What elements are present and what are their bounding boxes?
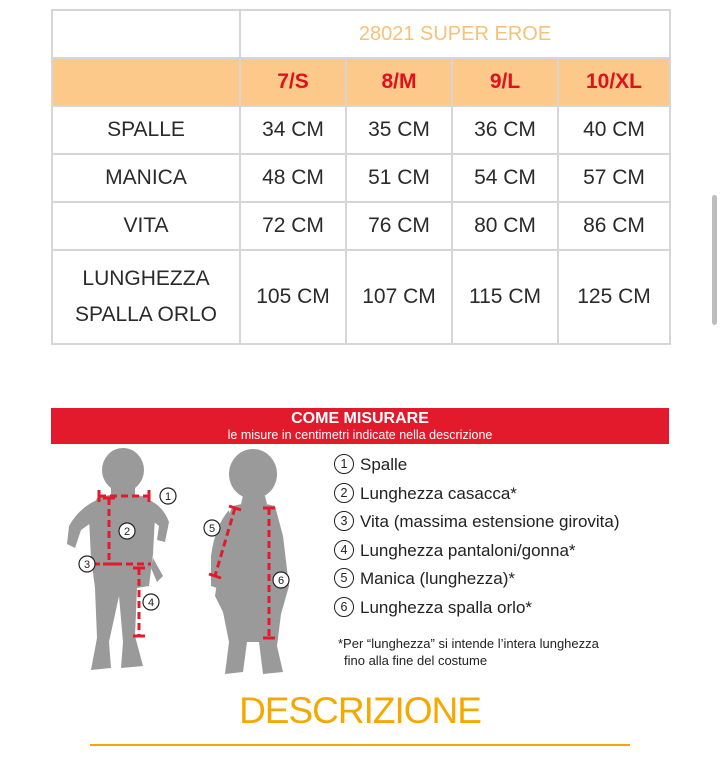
measure-cell: 107 CM xyxy=(346,250,452,344)
empty-corner-cell xyxy=(52,10,240,58)
number-6-icon: 6 xyxy=(334,597,354,617)
description-heading: DESCRIZIONE xyxy=(239,690,481,731)
page-scrollbar[interactable] xyxy=(712,195,717,325)
svg-text:4: 4 xyxy=(147,597,155,609)
measure-cell: 54 CM xyxy=(452,154,558,202)
back-child-silhouette xyxy=(208,449,289,674)
measure-cell: 105 CM xyxy=(240,250,346,344)
svg-text:1: 1 xyxy=(164,491,172,503)
measure-cell: 34 CM xyxy=(240,106,346,154)
measure-cell: 76 CM xyxy=(346,202,452,250)
marker-4-icon xyxy=(143,594,159,610)
measure-cell: 40 CM xyxy=(558,106,670,154)
legend-item: 2 Lunghezza casacca* xyxy=(334,483,674,512)
empty-header-cell xyxy=(52,58,240,106)
size-header-row xyxy=(52,58,670,106)
measure-cell: 115 CM xyxy=(452,250,558,344)
description-divider xyxy=(90,744,630,746)
marker-1-icon xyxy=(160,488,176,504)
product-title: 28021 SUPER EROE xyxy=(240,10,670,58)
child-silhouettes-illustration xyxy=(51,446,331,678)
number-5-icon: 5 xyxy=(334,568,354,588)
number-1-icon: 1 xyxy=(334,454,354,474)
measure-cell: 72 CM xyxy=(240,202,346,250)
size-table-title-row xyxy=(52,10,670,58)
guide-subtitle: le misure in centimetri indicate nella descrizione xyxy=(227,428,493,442)
svg-text:3: 3 xyxy=(83,559,91,571)
legend-item: 4 Lunghezza pantaloni/gonna* xyxy=(334,540,674,569)
marker-3-icon xyxy=(79,556,95,572)
size-header: 7/S xyxy=(240,58,346,106)
size-header: 8/M xyxy=(346,58,452,106)
measure-cell: 51 CM xyxy=(346,154,452,202)
svg-text:5: 5 xyxy=(208,523,216,535)
row-label: MANICA xyxy=(52,154,240,202)
legend-item: 6 Lunghezza spalla orlo* xyxy=(334,597,674,626)
marker-2-icon xyxy=(119,523,135,539)
marker-6-icon xyxy=(273,572,289,588)
measure-cell: 35 CM xyxy=(346,106,452,154)
length-footnote: *Per “lunghezza” si intende l’intera lunghezza fino alla fine del costume xyxy=(338,636,599,668)
number-2-icon: 2 xyxy=(334,483,354,503)
guide-banner xyxy=(51,408,669,444)
table-row xyxy=(52,250,670,344)
number-3-icon: 3 xyxy=(334,511,354,531)
measure-cell: 80 CM xyxy=(452,202,558,250)
measure-cell: 86 CM xyxy=(558,202,670,250)
size-header: 10/XL xyxy=(558,58,670,106)
guide-title: COME MISURARE xyxy=(291,410,429,427)
row-label: VITA xyxy=(52,202,240,250)
number-4-icon: 4 xyxy=(334,540,354,560)
marker-5-icon xyxy=(204,520,220,536)
measure-cell: 48 CM xyxy=(240,154,346,202)
measure-cell: 36 CM xyxy=(452,106,558,154)
measure-legend xyxy=(334,454,674,625)
measuring-guide xyxy=(51,408,669,678)
measure-cell: 125 CM xyxy=(558,250,670,344)
row-label: LUNGHEZZA SPALLA ORLO xyxy=(52,250,240,344)
svg-text:2: 2 xyxy=(123,526,131,538)
row-label: SPALLE xyxy=(52,106,240,154)
legend-item: 1 Spalle xyxy=(334,454,674,483)
legend-item: 3 Vita (massima estensione girovita) xyxy=(334,511,674,540)
legend-item: 5 Manica (lunghezza)* xyxy=(334,568,674,597)
svg-text:6: 6 xyxy=(277,575,285,587)
size-header: 9/L xyxy=(452,58,558,106)
table-row xyxy=(52,202,670,250)
table-row xyxy=(52,154,670,202)
table-row xyxy=(52,106,670,154)
measure-cell: 57 CM xyxy=(558,154,670,202)
size-table xyxy=(51,9,671,345)
